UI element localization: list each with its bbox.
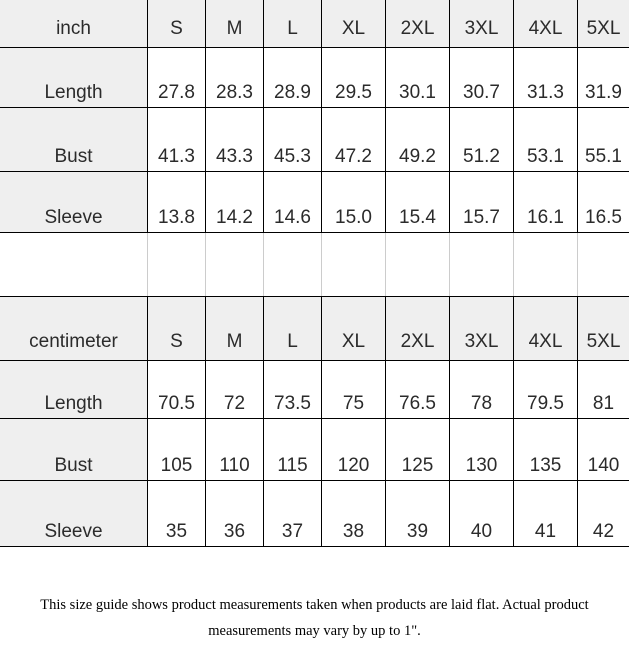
- value-cell: 51.2: [450, 108, 514, 172]
- value-cell: 78: [450, 361, 514, 419]
- value-cell: 45.3: [264, 108, 322, 172]
- spacer-cell: [206, 233, 264, 296]
- value-cell: 30.7: [450, 48, 514, 108]
- value-cell: 14.6: [264, 172, 322, 233]
- value-cell: 79.5: [514, 361, 578, 419]
- size-header-cell: 4XL: [514, 0, 578, 48]
- value-cell: 28.3: [206, 48, 264, 108]
- value-cell: 15.7: [450, 172, 514, 233]
- size-guide-note: This size guide shows product measurements taken when products are laid flat. Actual product measurements may vary by up to 1".: [40, 597, 589, 640]
- spacer-cell: [148, 233, 206, 296]
- size-header-cell: L: [264, 0, 322, 48]
- size-header-cell: S: [148, 297, 206, 361]
- value-cell: 47.2: [322, 108, 386, 172]
- value-cell: 36: [206, 481, 264, 547]
- size-header-cell: L: [264, 297, 322, 361]
- value-cell: 110: [206, 419, 264, 481]
- value-cell: 55.1: [578, 108, 629, 172]
- value-cell: 140: [578, 419, 629, 481]
- measurement-label-cell: Bust: [0, 108, 148, 172]
- value-cell: 41: [514, 481, 578, 547]
- value-cell: 38: [322, 481, 386, 547]
- table-spacer: [0, 233, 629, 296]
- value-cell: 15.0: [322, 172, 386, 233]
- size-table-centimeter: [0, 296, 629, 547]
- spacer-cell: [514, 233, 578, 296]
- size-table-inch: [0, 0, 629, 233]
- value-cell: 37: [264, 481, 322, 547]
- value-cell: 28.9: [264, 48, 322, 108]
- value-cell: 49.2: [386, 108, 450, 172]
- value-cell: 42: [578, 481, 629, 547]
- value-cell: 130: [450, 419, 514, 481]
- value-cell: 120: [322, 419, 386, 481]
- value-cell: 75: [322, 361, 386, 419]
- measurement-label-cell: Sleeve: [0, 172, 148, 233]
- size-header-cell: S: [148, 0, 206, 48]
- value-cell: 125: [386, 419, 450, 481]
- value-cell: 29.5: [322, 48, 386, 108]
- value-cell: 72: [206, 361, 264, 419]
- size-header-cell: M: [206, 0, 264, 48]
- spacer-cell: [578, 233, 629, 296]
- size-header-cell: XL: [322, 297, 386, 361]
- value-cell: 39: [386, 481, 450, 547]
- value-cell: 70.5: [148, 361, 206, 419]
- measurement-label-cell: Bust: [0, 419, 148, 481]
- spacer-cell: [0, 233, 148, 296]
- size-header-cell: 3XL: [450, 297, 514, 361]
- spacer-cell: [450, 233, 514, 296]
- measurement-label-cell: Length: [0, 48, 148, 108]
- measurement-label-cell: Length: [0, 361, 148, 419]
- value-cell: 135: [514, 419, 578, 481]
- value-cell: 16.1: [514, 172, 578, 233]
- size-header-cell: 4XL: [514, 297, 578, 361]
- value-cell: 30.1: [386, 48, 450, 108]
- unit-header-cell: centimeter: [0, 297, 148, 361]
- value-cell: 15.4: [386, 172, 450, 233]
- unit-header-cell: inch: [0, 0, 148, 48]
- value-cell: 31.9: [578, 48, 629, 108]
- value-cell: 105: [148, 419, 206, 481]
- value-cell: 14.2: [206, 172, 264, 233]
- size-header-cell: 5XL: [578, 297, 629, 361]
- size-header-cell: M: [206, 297, 264, 361]
- value-cell: 73.5: [264, 361, 322, 419]
- size-header-cell: 3XL: [450, 0, 514, 48]
- value-cell: 27.8: [148, 48, 206, 108]
- value-cell: 53.1: [514, 108, 578, 172]
- value-cell: 43.3: [206, 108, 264, 172]
- measurement-label-cell: Sleeve: [0, 481, 148, 547]
- value-cell: 76.5: [386, 361, 450, 419]
- size-header-cell: 2XL: [386, 0, 450, 48]
- value-cell: 31.3: [514, 48, 578, 108]
- value-cell: 41.3: [148, 108, 206, 172]
- size-header-cell: 2XL: [386, 297, 450, 361]
- value-cell: 40: [450, 481, 514, 547]
- value-cell: 13.8: [148, 172, 206, 233]
- spacer-cell: [386, 233, 450, 296]
- value-cell: 35: [148, 481, 206, 547]
- size-header-cell: 5XL: [578, 0, 629, 48]
- size-header-cell: XL: [322, 0, 386, 48]
- spacer-cell: [264, 233, 322, 296]
- value-cell: 115: [264, 419, 322, 481]
- value-cell: 16.5: [578, 172, 629, 233]
- value-cell: 81: [578, 361, 629, 419]
- spacer-cell: [322, 233, 386, 296]
